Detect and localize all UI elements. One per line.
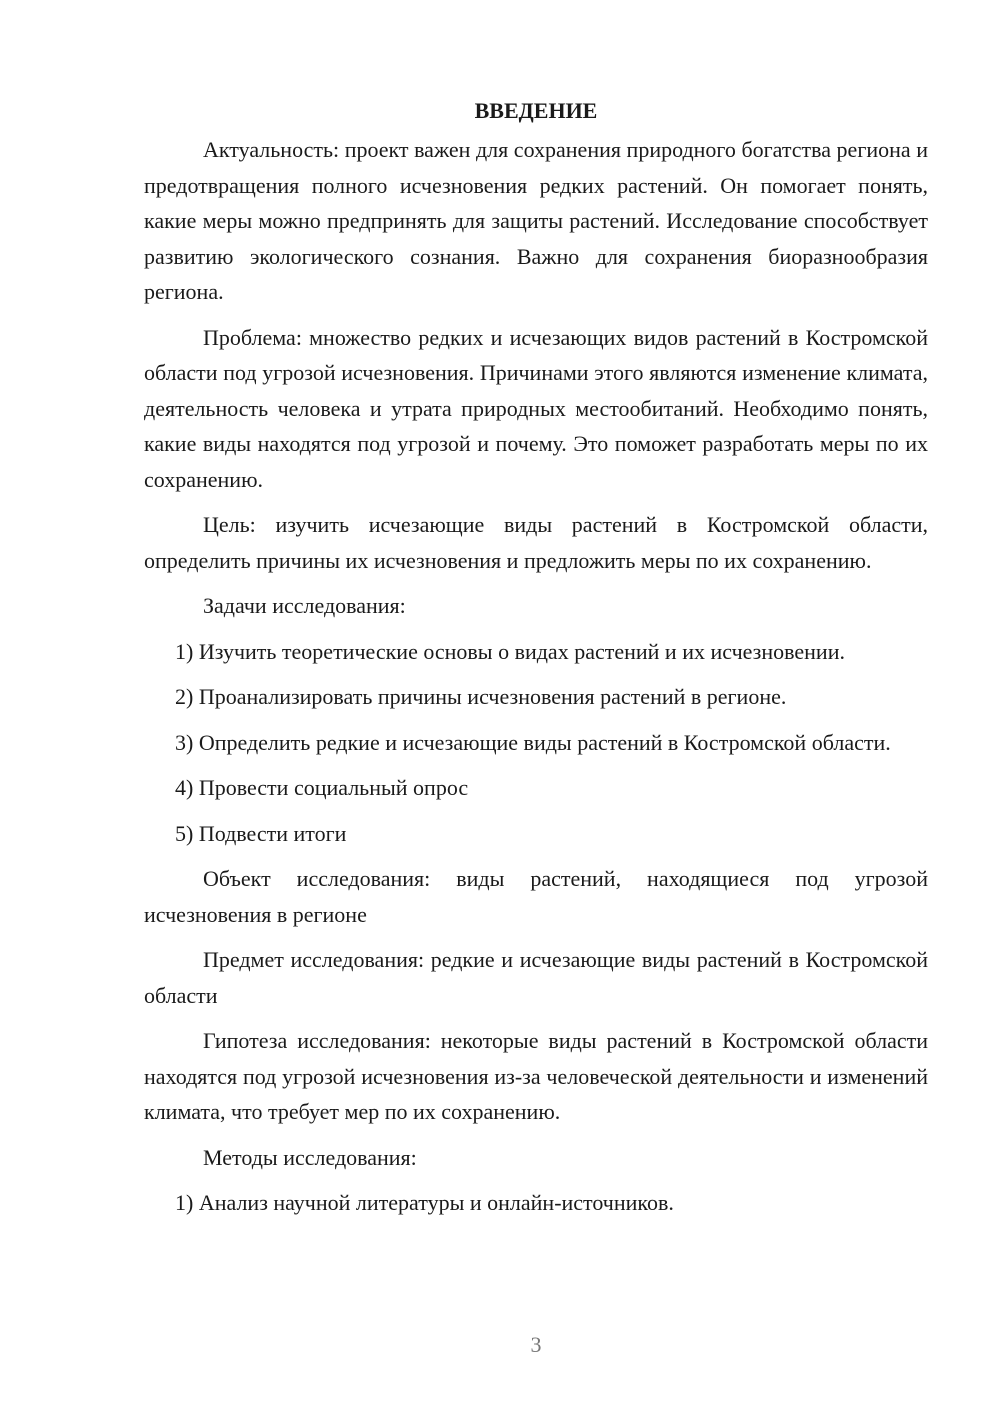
relevance-paragraph: Актуальность: проект важен для сохранения природного богатства региона и предотвращения полного исчезновения редких растений. Он помогает понять, какие меры можно предпринять для защиты растений. Исследование способствует развитию экологического сознания. Важно для сохранения биоразнообразия региона. (144, 137, 928, 304)
page-number: 3 (530, 1332, 542, 1357)
task-item: 4) Провести социальный опрос (175, 775, 469, 800)
document-page (144, 94, 928, 1231)
method-item: 1) Анализ научной литературы и онлайн-источников. (175, 1190, 674, 1215)
subject-paragraph: Предмет исследования: редкие и исчезающие виды растений в Костромской области (144, 947, 928, 1008)
task-item: 2) Проанализировать причины исчезновения растений в регионе. (175, 684, 787, 709)
methods-heading: Методы исследования: (203, 1144, 417, 1170)
hypothesis-paragraph: Гипотеза исследования: некоторые виды растений в Костромской области находятся под угрозой исчезновения из-за человеческой деятельности и изменений климата, что требует мер по их сохранению. (144, 1028, 928, 1124)
problem-paragraph: Проблема: множество редких и исчезающих видов растений в Костромской области под угрозой исчезновения. Причинами этого являются изменение климата, деятельность человека и утрата природных местообитаний. Необходимо понять, какие виды находятся под угрозой и почему. Это поможет разработать меры по их сохранению. (144, 324, 928, 492)
goal-paragraph: Цель: изучить исчезающие виды растений в Костромской области, определить причины их исчезновения и предложить меры по их сохранению. (144, 512, 928, 573)
tasks-heading: Задачи исследования: (203, 593, 406, 618)
task-item: 3) Определить редкие и исчезающие виды растений в Костромской области. (175, 729, 891, 755)
object-paragraph: Объект исследования: виды растений, находящиеся под угрозой исчезновения в регионе (144, 866, 928, 927)
section-title: ВВЕДЕНИЕ (474, 98, 598, 123)
task-item: 1) Изучить теоретические основы о видах растений и их исчезновении. (175, 638, 845, 664)
task-item: 5) Подвести итоги (175, 820, 347, 846)
